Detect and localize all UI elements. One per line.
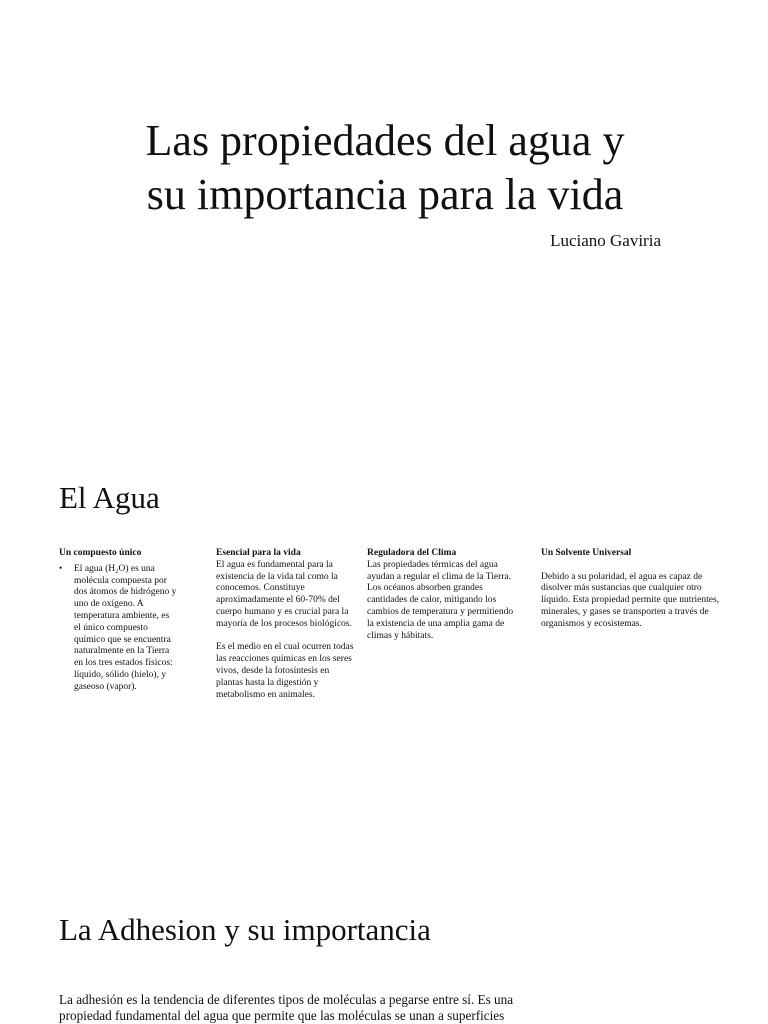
column-paragraph: Las propiedades térmicas del agua ayudan a regular el clima de la Tierra. Los océanos absorben grandes cantidades de calor, mitigando los cambios de temperatura y permitiendo la existencia de una amplia gama de climas y hábitats. bbox=[367, 559, 514, 641]
column-title: Un Solvente Universal bbox=[541, 548, 632, 558]
column-solvente-universal bbox=[541, 548, 723, 631]
column-title: Un compuesto único bbox=[59, 548, 142, 558]
author-name: Luciano Gaviria bbox=[550, 231, 661, 250]
page-title-line-1: Las propiedades del agua y bbox=[145, 116, 625, 165]
list-item-text: El agua (H₂O) es una molécula compuesta por dos átomos de hidrógeno y uno de oxígeno. A temperatura ambiente, es el único compuesto químico que se encuentra naturalmente en la Tierra en los tres estados físicos: líquido, sólido (hielo), y gaseoso (vapor). bbox=[74, 563, 177, 692]
column-compuesto-unico bbox=[59, 548, 177, 694]
section-heading-adhesion: La Adhesion y su importancia bbox=[59, 912, 431, 947]
column-paragraph: El agua es fundamental para la existencia de la vida tal como la conocemos. Constituye aproximadamente el 60-70% del cuerpo humano y es crucial para la mayoría de los procesos biológicos. bbox=[216, 559, 352, 629]
bullet-icon: • bbox=[59, 563, 63, 574]
list-item bbox=[59, 564, 177, 694]
adhesion-paragraph: La adhesión es la tendencia de diferentes tipos de moléculas a pegarse entre sí. Es una propiedad fundamental del agua que permite que las moléculas se unan a superficies bbox=[59, 992, 514, 1023]
bullet-list bbox=[59, 564, 177, 694]
section-heading-el-agua: El Agua bbox=[59, 480, 160, 515]
page-title-line-2: su importancia para la vida bbox=[146, 170, 624, 219]
column-paragraph: Debido a su polaridad, el agua es capaz de disolver más sustancias que cualquier otro líquido. Esta propiedad permite que nutrientes, minerales, y gases se transporten a través de organismos y ecosistemas. bbox=[541, 571, 720, 629]
column-title: Esencial para la vida bbox=[216, 548, 301, 558]
column-reguladora-del-clima bbox=[367, 548, 517, 642]
column-title: Reguladora del Clima bbox=[367, 548, 457, 558]
column-esencial-para-la-vida bbox=[216, 548, 354, 701]
column-paragraph: Es el medio en el cual ocurren todas las reacciones químicas en los seres vivos, desde la fotosíntesis en plantas hasta la digestión y metabolismo en animales. bbox=[216, 642, 354, 700]
page-title bbox=[60, 114, 710, 222]
